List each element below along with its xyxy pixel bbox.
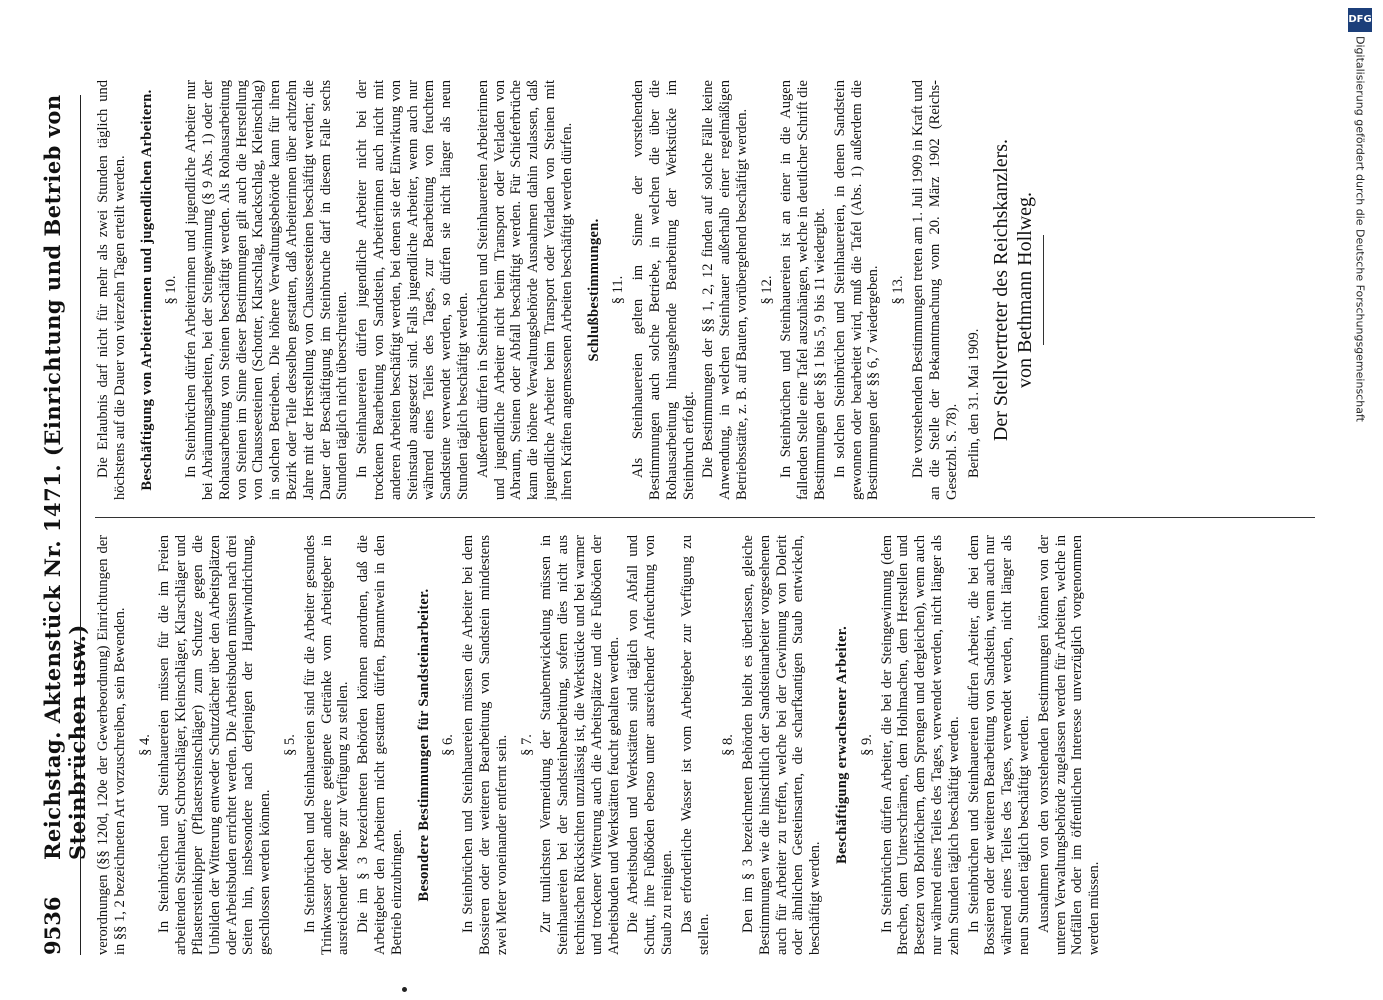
paragraph: Ausnahmen von den vorstehenden Bestimmungen können von der unteren Verwaltungsbehörde zugelassen werden für Arbeiten, welche in Notfällen oder im öffentlichen Interesse unverzüglich vorgenommen werden müssen. (1035, 535, 1103, 955)
paragraph: In Steinbrüchen dürfen Arbeiter, die bei der Steingewinnung (dem Brechen, dem Unterschrämen, dem Hohlmachen, dem Herstellen und Besetzen von Bohrlöchern, dem Sprengen und dergleichen), wenn auch nur während eines Teiles des Tages, verwendet werden, nicht länger als zehn Stunden täglich beschäftigt werden. (878, 535, 962, 955)
section-number: § 13. (890, 275, 907, 305)
margin-mark (402, 987, 407, 992)
paragraph: Zur tunlichsten Vermeidung der Staubentwickelung müssen in Steinhauereien bei der Sandsteinbearbeitung, sofern dies nicht aus technischen Rücksichten unzulässig ist, die Werkstücke und bei warmer und trockener Witterung auch die Arbeitsplätze und die Fußböden der Arbeitsbuden und Werkstätten feucht gehalten werden. (538, 535, 622, 955)
section-number: § 10. (163, 275, 180, 305)
page-number: 9536 (40, 896, 65, 955)
paragraph: In Steinbrüchen und Steinhauereien ist an einer in die Augen fallenden Stelle eine Tafel auszuhängen, welche in deutlicher Schrift die Bestimmungen der §§ 1 bis 5, 9 bis 11 wiedergibt. (778, 80, 829, 500)
section-heading: Beschäftigung erwachsener Arbeiter. (834, 625, 851, 865)
signature-place-date: Berlin, den 31. Mai 1909. (966, 328, 983, 478)
section-number: § 5. (281, 734, 298, 756)
watermark-text: Digitalisierung gefördert durch die Deutsche Forschungsgemeinschaft (1353, 36, 1367, 422)
column-divider (95, 517, 1315, 518)
section-number: § 9. (858, 734, 875, 756)
document-page (0, 10, 1383, 1000)
paragraph: In Steinhauereien dürfen jugendliche Arbeiter nicht bei der trockenen Bearbeitung von Sandstein, Arbeiterinnen auch nicht mit anderen Arbeiten beschäftigt werden, bei denen sie der Einwirkung von Steinstaub ausgesetzt sind. Falls jugendliche Arbeiter, wenn auch nur während eines Teiles des Tages, zur Bearbeitung von feuchtem Sandsteine verwendet werden, so dürfen sie nicht länger als neun Stunden täglich beschäftigt werden. (354, 80, 471, 500)
paragraph: Die im § 3 bezeichneten Behörden können anordnen, daß die Arbeitgeber den Arbeitern nicht gestatten dürfen, Branntwein in den Betrieb einzubringen. (355, 535, 405, 955)
paragraph: In Steinbrüchen und Steinhauereien dürfen Arbeiter, die bei dem Bossieren oder der weiteren Bearbeitung von Sandstein, wenn auch nur während eines Teiles des Tages, verwendet werden, nicht länger als neun Stunden täglich beschäftigt werden. (965, 535, 1033, 955)
paragraph: In Steinbrüchen und Steinhauereien müssen für die im Freien arbeitenden Steinhauer, Schrotschläger, Kleinschläger, Klarschläger und Pflastersteinkipper (Pflastersteinschläger) zum Schutze gegen die Unbilden der Witterung entweder Schutzdächer über den Arbeitsplätzen oder Arbeitsbuden errichtet werden. Die Arbeitsbuden müssen nach drei Seiten hin, insbesondere nach derjenigen der Hauptwindrichtung, geschlossen werden können. (156, 535, 274, 955)
section-heading: Schlußbestimmungen. (585, 218, 602, 362)
paragraph: In Steinbrüchen und Steinhauereien sind für die Arbeiter gesundes Trinkwasser oder andere geeignete Getränke vom Arbeitgeber in ausreichender Menge zur Verfügung zu stellen. (301, 535, 352, 955)
dfg-logo: DFG (1348, 8, 1372, 32)
signature-rule (1043, 235, 1044, 345)
paragraph: In Steinbrüchen und Steinhauereien müssen die Arbeiter bei dem Bossieren oder der weiteren Bearbeitung von Sandstein mindestens zwei Meter voneinander entfernt sein. (460, 535, 510, 955)
signature-role: Der Stellvertreter des Reichskanzlers. (990, 138, 1013, 442)
paragraph: verordnungen (§§ 120d, 120e der Gewerbeordnung) Einrichtungen der in §§ 1, 2 bezeichneten Art vorzuschreiben, sein Bewenden. (95, 535, 128, 955)
paragraph: Den im § 3 bezeichneten Behörden bleibt es überlassen, gleiche Bestimmungen wie die hinsichtlich der Sandsteinarbeiter vorgesehenen auch für Arbeiter zu treffen, welche bei der Gewinnung von Dolerit oder ähnlichen Gesteinsarten, die scharfkantigen Staub entwickeln, beschäftigt werden. (740, 535, 824, 955)
section-heading: Besondere Bestimmungen für Sandsteinarbeiter. (415, 588, 432, 902)
paragraph: Als Steinhauereien gelten im Sinne der vorstehenden Bestimmungen auch solche Betriebe, in welchen die über die Rohausarbeitung hinausgehende Bearbeitung der Werkstücke im Steinbruch erfolgt. (630, 80, 697, 500)
paragraph: Das erforderliche Wasser ist vom Arbeitgeber zur Verfügung zu stellen. (678, 535, 712, 955)
paragraph: Außerdem dürfen in Steinbrüchen und Steinhauereien Arbeiterinnen und jugendliche Arbeiter nicht beim Transport oder Verladen von Abraum, Steinen oder Abfall beschäftigt werden. Für Schieferbrüche kann die höhere Verwaltungsbehörde Ausnahmen dahin zulassen, daß jugendliche Arbeiter beim Transport oder Verladen von Steinen mit ihren Kräften angemessenen Arbeiten beschäftigt werden dürfen. (474, 80, 575, 500)
page-title: Reichstag. Aktenstück Nr. 1471. (Einrichtung und Betrieb von Steinbrüchen usw.) (40, 94, 90, 860)
section-number: § 4. (136, 734, 153, 756)
section-number: § 8. (720, 734, 737, 756)
right-column (95, 80, 1044, 500)
section-heading: Beschäftigung von Arbeiterinnen und jugendlichen Arbeitern. (138, 89, 155, 491)
paragraph: Die Erlaubnis darf nicht für mehr als zwei Stunden täglich und höchstens auf die Dauer von vierzehn Tagen erteilt werden. (95, 80, 128, 500)
section-number: § 11. (610, 275, 627, 305)
section-number: § 7. (518, 734, 535, 756)
section-number: § 6. (440, 734, 457, 756)
section-number: § 12. (758, 275, 775, 305)
page-header (40, 60, 90, 955)
paragraph: Die Bestimmungen der §§ 1, 2, 12 finden auf solche Fälle keine Anwendung, in welchen Steinhauer außerhalb einer regelmäßigen Betriebsstätte, z. B. auf Bauten, vorübergehend beschäftigt werden. (700, 80, 750, 500)
paragraph: Die vorstehenden Bestimmungen treten am 1. Juli 1909 in Kraft und an die Stelle der Bekanntmachung vom 20. März 1902 (Reichs-Gesetzbl. S. 78). (910, 80, 960, 500)
signature-name: von Bethmann Hollweg. (1014, 191, 1037, 389)
left-column (95, 535, 1106, 955)
paragraph: In solchen Steinbrüchen und Steinhauereien, in denen Sandstein gewonnen oder bearbeitet wird, muß die Tafel (Abs. 1) außerdem die Bestimmungen der §§ 6, 7 wiedergeben. (831, 80, 882, 500)
header-rule (80, 95, 81, 955)
watermark (1346, 8, 1376, 992)
paragraph: In Steinbrüchen dürfen Arbeiterinnen und jugendliche Arbeiter nur bei Abräumungsarbeiten, bei der Steingewinnung (§ 9 Abs. 1) oder der Rohausarbeitung von Steinen beschäftigt werden. Als Rohausarbeitung von Steinen im Sinne dieser Bestimmungen gilt auch die Herstellung von Chausseesteinen (Schotter, Klarschlag, Knackschlag, Kleinschlag) in solchen Betrieben. Die höhere Verwaltungsbehörde kann für ihren Bezirk oder Teile desselben gestatten, daß Arbeiterinnen über achtzehn Jahre mit der Herstellung von Chausseesteinen beschäftigt werden; die Dauer der Beschäftigung im Steinbruche darf in diesem Falle sechs Stunden täglich nicht überschreiten. (183, 80, 351, 500)
paragraph: Die Arbeitsbuden und Werkstätten sind täglich von Abfall und Schutt, ihre Fußböden ebenso unter ausreichender Anfeuchtung von Staub zu reinigen. (625, 535, 675, 955)
